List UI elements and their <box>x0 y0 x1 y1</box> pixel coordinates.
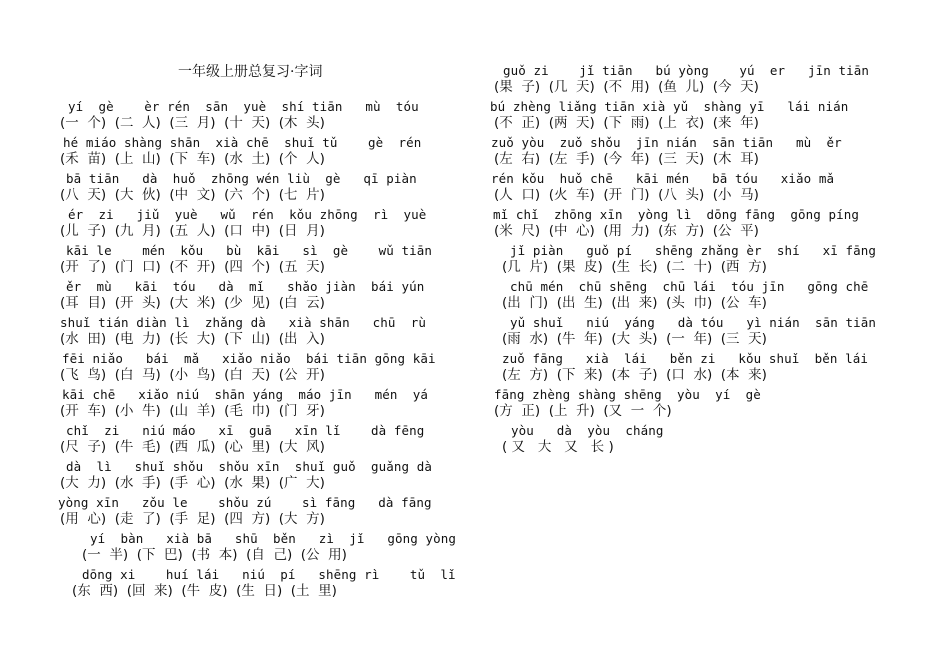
pinyin-line: chū mén chū shēng chū lái tóu jīn gōng chē <box>510 279 869 294</box>
pinyin-line: zuǒ yòu zuǒ shǒu jīn nián sān tiān mù ěr <box>491 135 842 150</box>
pinyin-line: chǐ zi niú máo xī guā xīn lǐ dà fēng <box>66 423 425 438</box>
word-line: (水 田) (电 力) (长 大) (下 山) (出 入) <box>60 331 325 347</box>
pinyin-line: dà lì shuǐ shǒu shǒu xīn shuǐ guǒ guǎng dà <box>66 459 433 474</box>
pinyin-line: kāi chē xiǎo niú shān yáng máo jīn mén yá <box>62 387 429 402</box>
pinyin-line: rén kǒu huǒ chē kāi mén bā tóu xiǎo mǎ <box>491 171 835 186</box>
word-line: (一 半) (下 巴) (书 本) (自 己) (公 用) <box>82 547 347 563</box>
word-line: (飞 鸟) (白 马) (小 鸟) (白 天) (公 开) <box>60 367 325 383</box>
word-line: (一 个) (二 人) (三 月) (十 天) (木 头) <box>60 115 325 131</box>
pinyin-line: bú zhèng liǎng tiān xià yǔ shàng yī lái nián <box>490 99 849 114</box>
word-line: (儿 子) (九 月) (五 人) (口 中) (日 月) <box>60 223 325 239</box>
pinyin-line: zuǒ fāng xià lái běn zi kǒu shuǐ běn lái <box>502 351 869 366</box>
word-line: (几 片) (果 皮) (生 长) (二 十) (西 方) <box>502 259 767 275</box>
word-line: (禾 苗) (上 山) (下 车) (水 土) (个 人) <box>60 151 325 167</box>
pinyin-line: yòu dà yòu cháng <box>511 423 664 438</box>
pinyin-line: yòng xīn zǒu le shǒu zú sì fāng dà fāng <box>58 495 432 510</box>
word-line: (尺 子) (牛 毛) (西 瓜) (心 里) (大 风) <box>60 439 325 455</box>
pinyin-line: bā tiān dà huǒ zhōng wén liù gè qī piàn <box>66 171 417 186</box>
word-line: (果 子) (几 天) (不 用) (鱼 儿) (今 天) <box>494 79 759 95</box>
word-line: (左 方) (下 来) (本 子) (口 水) (本 来) <box>502 367 767 383</box>
pinyin-line: ér zi jiǔ yuè wǔ rén kǒu zhōng rì yuè <box>68 207 427 222</box>
pinyin-line: fāng zhèng shàng shēng yòu yí gè <box>494 387 761 402</box>
word-line: (八 天) (大 伙) (中 文) (六 个) (七 片) <box>60 187 325 203</box>
word-line: (米 尺) (中 心) (用 力) (东 方) (公 平) <box>494 223 759 239</box>
word-line: (大 力) (水 手) (手 心) (水 果) (广 大) <box>60 475 325 491</box>
pinyin-line: yí gè èr rén sān yuè shí tiān mù tóu <box>68 99 419 114</box>
pinyin-line: hé miáo shàng shān xià chē shuǐ tǔ gè rén <box>63 135 422 150</box>
word-line: ( 又 大 又 长 ) <box>502 439 614 455</box>
pinyin-line: yí bàn xià bā shū běn zì jǐ gōng yòng <box>90 531 457 546</box>
pinyin-line: shuǐ tián diàn lì zhǎng dà xià shān chū rù <box>60 315 427 330</box>
word-line: (雨 水) (牛 年) (大 头) (一 年) (三 天) <box>502 331 767 347</box>
pinyin-line: ěr mù kāi tóu dà mǐ shǎo jiàn bái yún <box>66 279 425 294</box>
pinyin-line: fēi niǎo bái mǎ xiǎo niǎo bái tiān gōng kāi <box>62 351 436 366</box>
word-line: (东 西) (回 来) (牛 皮) (生 日) (土 里) <box>72 583 337 599</box>
word-line: (左 右) (左 手) (今 年) (三 天) (木 耳) <box>494 151 759 167</box>
pinyin-line: yǔ shuǐ niú yáng dà tóu yì nián sān tiān <box>510 315 877 330</box>
pinyin-line: kāi le mén kǒu bù kāi sì gè wǔ tiān <box>66 243 433 258</box>
word-line: (出 门) (出 生) (出 来) (头 巾) (公 车) <box>502 295 767 311</box>
word-line: (开 车) (小 牛) (山 羊) (毛 巾) (门 牙) <box>60 403 325 419</box>
word-line: (用 心) (走 了) (手 足) (四 方) (大 方) <box>60 511 325 527</box>
pinyin-line: dōng xi huí lái niú pí shēng rì tǔ lǐ <box>82 567 456 582</box>
pinyin-line: mǐ chǐ zhōng xīn yòng lì dōng fāng gōng píng <box>493 207 860 222</box>
word-line: (方 正) (上 升) (又 一 个) <box>494 403 672 419</box>
word-line: (人 口) (火 车) (开 门) (八 头) (小 马) <box>494 187 759 203</box>
pinyin-line: jǐ piàn guǒ pí shēng zhǎng èr shí xī fāng <box>510 243 877 258</box>
page-title: 一年级上册总复习·字词 <box>178 64 323 80</box>
word-line: (开 了) (门 口) (不 开) (四 个) (五 天) <box>60 259 325 275</box>
word-line: (耳 目) (开 头) (大 米) (少 见) (白 云) <box>60 295 325 311</box>
word-line: (不 正) (两 天) (下 雨) (上 衣) (来 年) <box>494 115 759 131</box>
pinyin-line: guǒ zi jǐ tiān bú yòng yú er jīn tiān <box>503 63 870 78</box>
